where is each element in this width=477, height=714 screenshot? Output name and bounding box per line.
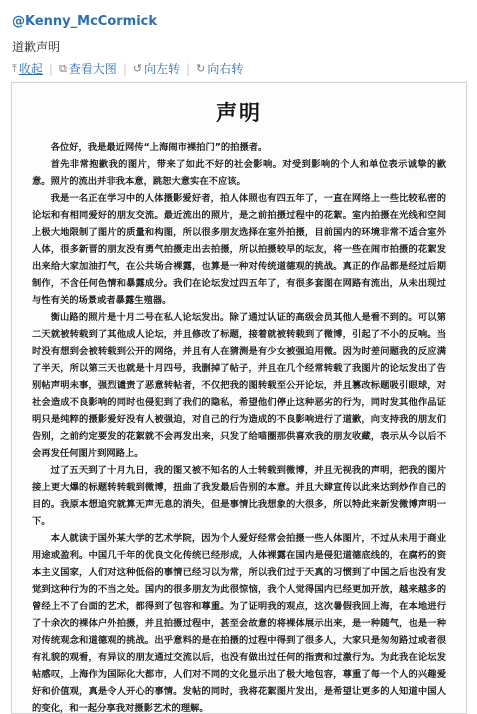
statement-paragraph: 各位好，我是最近网传“上海闹市裸拍门”的拍摄者。 — [50, 142, 268, 153]
toolbar-divider: | — [122, 61, 127, 76]
rotate-right-label: 向右转 — [207, 62, 244, 76]
collapse-label: 收起 — [18, 62, 43, 76]
image-toolbar — [12, 60, 465, 77]
view-image-icon: ⧉ — [58, 61, 67, 75]
statement-paragraph: 首先非常抱歉我的图片，带来了如此不好的社会影响。对受到影响的个人和单位表示诚挚的歉意。照片的流出并非我本意，跳恕大意实在不应该。 — [32, 159, 446, 187]
post-header — [12, 10, 465, 29]
rotate-left-icon: ↺ — [132, 62, 143, 75]
statement-paragraph: 本人就读于国外某大学的艺术学院，因为个人爱好经常会拍摄一些人体图片，不过从未用于商业用途或盈利。中国几千年的优良文化传统已经形成，人体裸露在国内是侵犯道德底线的，在腐朽的资本主义国家，人们对这种低俗的事情已经习以为常，所以我们过于天真的习惯到了中国之后也没有发觉到这种行为的不当之处。国内的很多朋友为此很惊恼，我个人觉得国内已经更加开放，越来越多的曾经上不了台面的艺术，都得到了包容和尊重。为了证明我的观点，这次暑假我回上海，在本地进行了十余次的裸体户外拍摄，并且拍摄过程中，甚至会故意的将裸体展示出来，是一种随气，也是一种对传统观念和道德观的挑战。出乎意料的是在拍摄的过程中得到了很多人，大家只是匆匆路过或者很有礼貌的观看，有异议的朋友通过交流以后，也没有做出过任何的指责和过激行为。为此我在论坛发帖感叹，上海作为国际化大都市，人们对不同的文化显示出了极大地包容，尊重了每一个人的兴趣爱好和价值观，真是令人开心的事情。发帖的同时，我将花絮图片发出，是希望让更多的人知道中国人的变化，和一起分享我对摄影艺术的理解。 — [32, 533, 446, 714]
rotate-left-label: 向左转 — [144, 62, 181, 76]
rotate-right-icon: ↻ — [196, 62, 206, 75]
toolbar-divider: | — [48, 61, 53, 76]
collapse-arrow-icon: ⤒ — [12, 61, 17, 75]
post-text: 道歉声明 — [12, 40, 61, 54]
username-link[interactable]: @Kenny_McCormick — [12, 14, 158, 29]
collapse-button[interactable] — [12, 60, 43, 77]
statement-image[interactable] — [11, 82, 467, 714]
rotate-right-button[interactable] — [196, 60, 243, 77]
statement-paragraph: 过了五天到了十月九日，我的图又被不知名的人士转载到微博，并且无视我的声明，把我的图片接上更大爆的标题转转载到微博，扭曲了我发最后告别的本意。并且大肆宣传以此来达到炒作自己的目的。我原本想追究就算无声无息的消失，但是事情比我想象的大很多，所以特此来新发微博声明一下。 — [32, 465, 446, 527]
view-large-image-label: 查看大图 — [68, 62, 117, 76]
toolbar-divider: | — [186, 61, 191, 76]
view-large-image-button[interactable] — [59, 60, 117, 77]
statement-title: 声明 — [216, 101, 262, 125]
rotate-left-button[interactable] — [133, 60, 180, 77]
statement-body — [12, 139, 466, 714]
statement-paragraph: 衡山路的照片是十月二号在私人论坛发出。除了通过认证的高级会员其他人是看不到的。可以第二天就被转载到了其他成人论坛，并且修改了标题，接着就被转载到了微博，引起了不小的反响。当时没有想到会被转载到公开的网络，并且有人在猜测是有少女被强迫用微。因为时差问题我的反应满了半天，所以第三天也就是十月四号，我删掉了帖子，并且在几个经常转载了我图片的论坛发出了告别帖声明未事，强烈谴责了恶意转帖者，不仅把我的图转载至公开论坛，并且篡改标题吸引眼球，对社会造成不良影响的同时也侵犯到了我们的隐私，希望他们停止这种恶劣的行为，同时发其他作品证明只是纯粹的摄影爱好没有人被强迫，对自己的行为造成的不良影响进行了道歉，向支持我的朋友们告别，之前约定要发的花絮就不会再发出来，只发了给喵圈那供喜欢我的朋友收藏，表示从今以后不会再发任何图片到网路上。 — [32, 312, 446, 459]
statement-paragraph: 我是一名正在学习中的人体摄影爱好者，拍人体照也有四五年了，一直在网络上一些比较私密的论坛和有相同爱好的朋友交流。最近流出的照片，是之前拍摄过程中的花絮。室内拍摄在光线和空间上极大地限制了图片的质量和构图，所以很多朋友选择在室外拍摄，目前国内的环境非常不适合室外人体，很多新晋的朋友没有勇气拍摄走出去拍摄，所以拍摄较早的坛友，将一些在闹市拍摄的花絮发出来给大家加油打气，在公共场合裸露，也算是一种对传统道德观的挑战。真正的作品都是经过后期制作，不含任何色情和暴露成分。我们在论坛发过四五年了，有很多套图在网路有流出，从未出现过与性有关的场景或者暴露生殖器。 — [32, 193, 446, 306]
